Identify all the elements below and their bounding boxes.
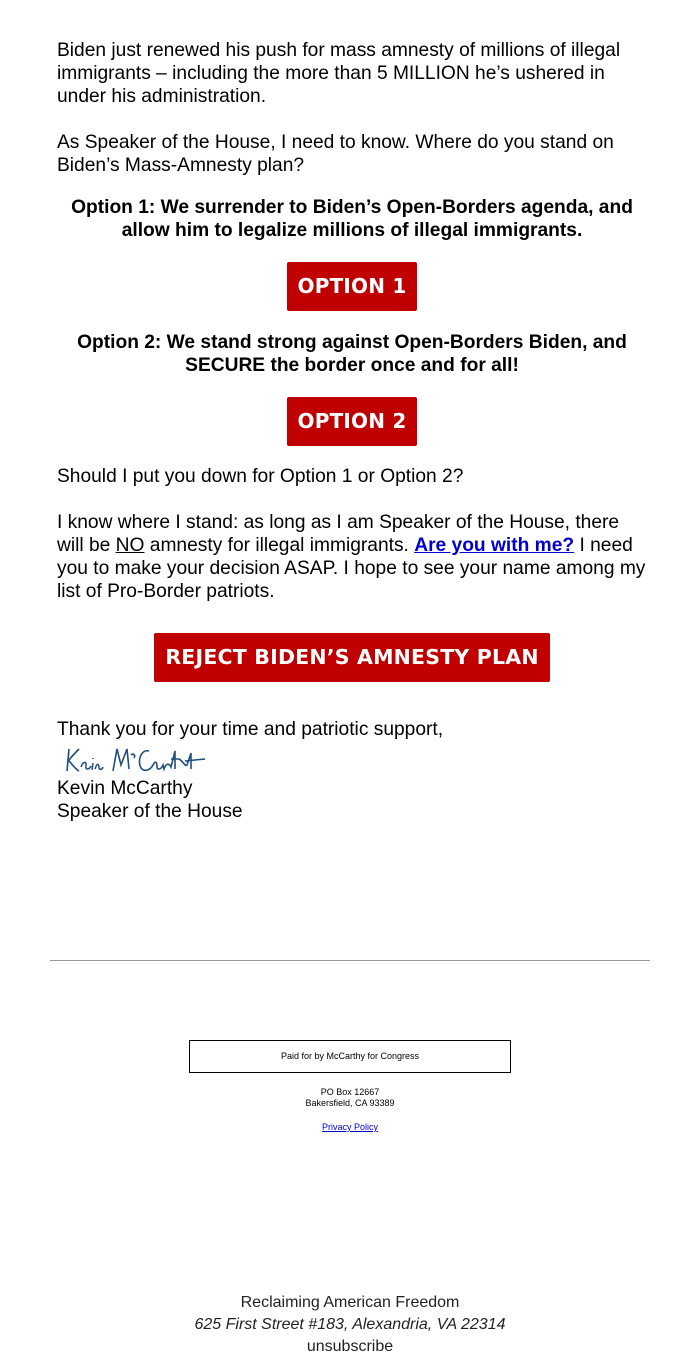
option-2-text-line1: Option 2: We stand strong against Open-Borders Biden, and xyxy=(77,332,627,353)
option-2-secure: SECURE xyxy=(185,355,266,376)
divider xyxy=(50,960,650,961)
signer-title: Speaker of the House xyxy=(57,801,243,822)
privacy-wrap xyxy=(0,1122,700,1132)
city-line: Bakersfield, CA 93389 xyxy=(305,1098,395,1108)
unsubscribe-link[interactable]: unsubscribe xyxy=(306,1338,394,1355)
cta-button-wrap xyxy=(57,633,647,682)
stance-part-1: I know where I stand: as long as I am Speaker of the House, there will be xyxy=(57,512,620,556)
po-box: PO Box 12667 xyxy=(320,1087,380,1097)
option-2-text-rest: the border once and for all! xyxy=(265,355,519,376)
reject-amnesty-button[interactable]: REJECT BIDEN’S AMNESTY PLAN xyxy=(154,633,549,682)
stance-no: NO xyxy=(115,535,145,556)
stance-part-2: amnesty for illegal immigrants. xyxy=(144,535,415,556)
option-2-button[interactable]: OPTION 2 xyxy=(287,397,418,446)
mailing-address xyxy=(0,1087,700,1109)
option-2-button-wrap xyxy=(57,397,647,446)
privacy-policy-link[interactable]: Privacy Policy xyxy=(321,1122,378,1132)
intro-paragraph-1: Biden just renewed his push for mass amnesty of millions of illegal immigrants – including the more than 5 MILLION he’s ushered in under his administration. xyxy=(57,40,621,107)
footer-org: Reclaiming American Freedom xyxy=(240,1294,460,1311)
signer-name: Kevin McCarthy xyxy=(57,778,193,799)
option-1-button[interactable]: OPTION 1 xyxy=(287,262,418,311)
closing-text: Thank you for your time and patriotic support, xyxy=(57,719,444,740)
stance-paragraph xyxy=(57,511,647,603)
stance-part-3: I need you to make your decision ASAP. I hope to see your name among my list of Pro-Border patriots. xyxy=(57,535,646,602)
option-1-button-wrap xyxy=(57,262,647,311)
footer-address: 625 First Street #183, Alexandria, VA 22314 xyxy=(194,1316,506,1333)
paid-for-box: Paid for by McCarthy for Congress xyxy=(189,1040,511,1073)
option-1-text: Option 1: We surrender to Biden’s Open-Borders agenda, and allow him to legalize millions of illegal immigrants. xyxy=(71,197,633,241)
option-2-text xyxy=(57,331,647,377)
signature-image xyxy=(57,741,207,781)
are-you-with-me-link[interactable]: Are you with me? xyxy=(414,535,575,556)
intro-paragraph-2: As Speaker of the House, I need to know. Where do you stand on Biden’s Mass-Amnesty plan? xyxy=(57,132,614,176)
question-text: Should I put you down for Option 1 or Option 2? xyxy=(57,466,464,487)
email-body xyxy=(57,39,647,823)
footer xyxy=(0,1292,700,1358)
